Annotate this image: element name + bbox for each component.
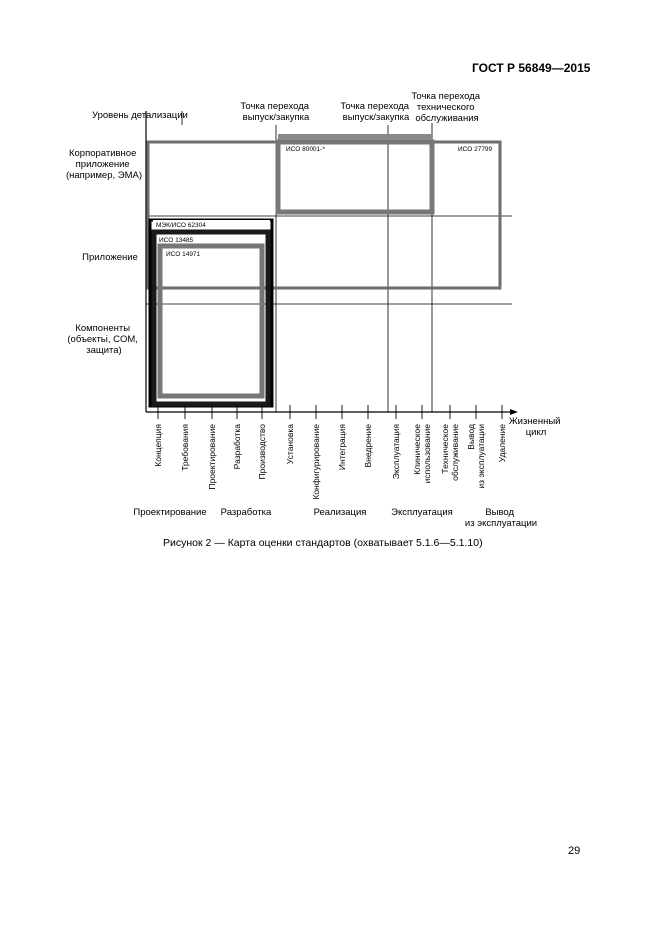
level-label-enterprise: Корпоративное приложение (например, ЭМА)	[65, 148, 143, 181]
y-axis-title: Уровень детализации	[92, 110, 188, 121]
transition-band	[278, 134, 432, 140]
stage-label: Внедрение	[363, 424, 373, 468]
stage-label: Конфигурирование	[311, 424, 321, 500]
standard-label-iso-14971: ИСО 14971	[166, 251, 201, 258]
phase-label-decommission: Вывод из эксплуатации	[464, 507, 538, 529]
stage-label: Эксплуатация	[391, 424, 401, 480]
standard-label-iso-80001: ИСО 80001-*	[286, 146, 325, 153]
phase-label-implementation: Реализация	[313, 507, 367, 518]
stage-label: Техническоеобслуживание	[440, 424, 460, 481]
page-number: 29	[568, 845, 581, 857]
standard-label-iso-27799: ИСО 27799	[458, 146, 493, 153]
phase-label-operation: Эксплуатация	[391, 507, 453, 518]
stage-label: Клиническоеиспользование	[412, 424, 432, 484]
stage-label: Установка	[285, 424, 295, 465]
figure-caption: Рисунок 2 — Карта оценки стандартов (охватывает 5.1.6—5.1.10)	[163, 537, 483, 549]
standard-label-iec-iso-62304: МЭК/ИСО 62304	[156, 222, 206, 229]
stage-label: Требования	[180, 424, 190, 471]
stage-label: Проектирование	[207, 424, 217, 490]
phase-label-design: Проектирование	[133, 507, 207, 518]
transition-label-2: Точка перехода выпуск/закупка	[340, 101, 410, 123]
region-iso-27799	[148, 142, 500, 288]
x-axis-arrow	[510, 409, 518, 415]
stage-label: Разработка	[232, 424, 242, 470]
stage-label: Производство	[257, 424, 267, 480]
stage-label: Удаление	[497, 424, 507, 463]
stage-label: Интеграция	[337, 424, 347, 471]
phase-label-development: Разработка	[220, 507, 272, 518]
region-iso-14971	[160, 246, 262, 396]
standard-label-iso-13485: ИСО 13485	[159, 237, 194, 244]
x-axis-title: Жизненный цикл	[508, 416, 561, 438]
stage-label: Концепция	[153, 424, 163, 467]
transition-label-1: Точка перехода выпуск/закупка	[240, 101, 310, 123]
transition-label-3: Точка перехода технического обслуживания	[411, 91, 481, 124]
stage-label: Выводиз эксплуатации	[466, 424, 486, 489]
level-label-application: Приложение	[82, 252, 138, 263]
document-header: ГОСТ Р 56849—2015	[472, 61, 591, 75]
level-label-components: Компоненты (объектьі, COM, защита)	[67, 323, 138, 356]
